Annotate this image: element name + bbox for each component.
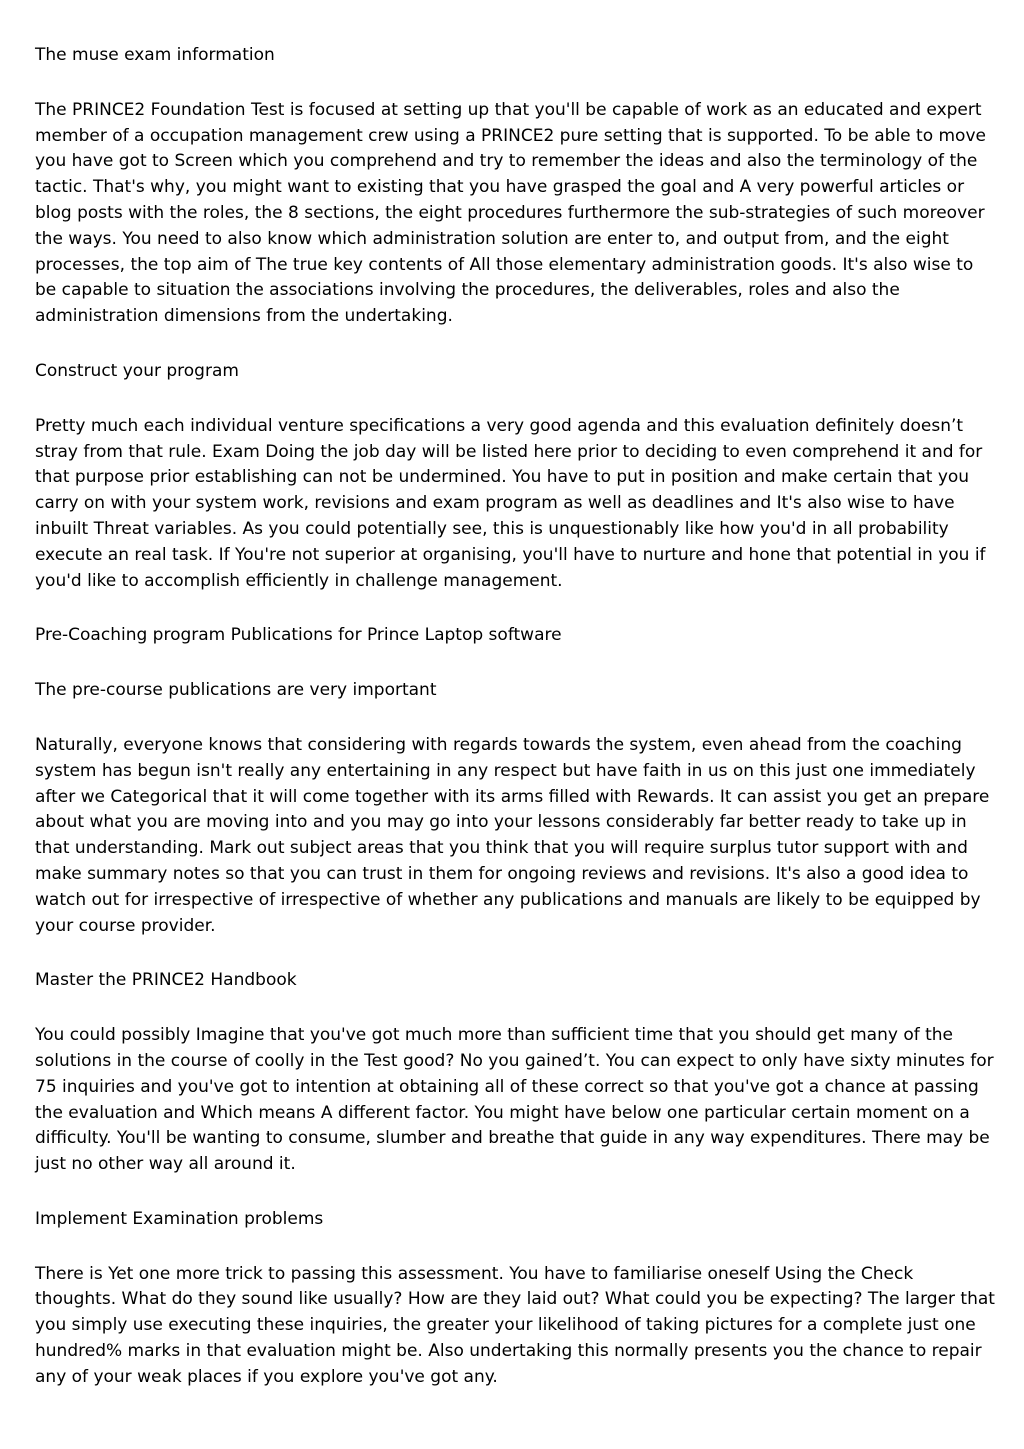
section-heading: Master the PRINCE2 Handbook [35,970,297,991]
section-heading: Pre-Coaching program Publications for Prince Laptop software [35,625,562,646]
paragraph: The PRINCE2 Foundation Test is focused at setting up that you'll be capable of work as an educated and expert member of a occupation management crew using a PRINCE2 pure setting that is supported. To be able to move you have got to Screen which you comprehend and try to remember the ideas and also the terminology of the tactic. That's why, you might want to existing that you have grasped the goal and A very powerful articles or blog posts with the roles, the 8 sections, the eight procedures furthermore the sub-strategies of such moreover the ways. You need to also know which administration solution are enter to, and output from, and the eight processes, the top aim of The true key contents of All those elementary administration goods. It's also wise to be capable to situation the associations involving the procedures, the deliverables, roles and also the administration dimensions from the undertaking. [35,99,986,327]
section-heading: Implement Examination problems [35,1208,324,1229]
paragraph: You could possibly Imagine that you've got much more than sufficient time that you should get many of the solutions in the course of coolly in the Test good? No you gained’t. You can expect to only have sixty minutes for 75 inquiries and you've got to intention at obtaining all of these correct so that you've got a chance at passing the evaluation and Which means A different factor. You might have below one particular certain moment on a difficulty. You'll be wanting to consume, slumber and breathe that guide in any way expenditures. There may be just no other way all around it. [35,1025,994,1175]
section-heading: Construct your program [35,360,239,381]
paragraph: There is Yet one more trick to passing this assessment. You have to familiarise oneself Using the Check thoughts. What do they sound like usually? How are they laid out? What could you be expecting? The larger that you simply use executing these inquiries, the greater your likelihood of taking pictures for a complete just one hundred% marks in that evaluation might be. Also undertaking this normally presents you the chance to repair any of your weak places if you explore you've got any. [35,1263,995,1387]
section-heading: The muse exam information [35,45,275,65]
document-body [35,43,995,1420]
paragraph: Pretty much each individual venture specifications a very good agenda and this evaluation definitely doesn’t stray from that rule. Exam Doing the job day will be listed here prior to deciding to even comprehend it and for that purpose prior establishing can not be undermined. You have to put in position and make certain that you carry on with your system work, revisions and exam program as well as deadlines and It's also wise to have inbuilt Threat variables. As you could potentially see, this is unquestionably like how you'd in all probability execute an real task. If You're not superior at organising, you'll have to nurture and hone that potential in you if you'd like to accomplish efficiently in challenge management. [35,415,986,591]
paragraph: Naturally, everyone knows that considering with regards towards the system, even ahead from the coaching system has begun isn't really any entertaining in any respect but have faith in us on this just one immediately after we Categorical that it will come together with its arms filled with Rewards. It can assist you get an prepare about what you are moving into and you may go into your lessons considerably far better ready to take up in that understanding. Mark out subject areas that you think that you will require surplus tutor support with and make summary notes so that you can trust in them for ongoing reviews and revisions. It's also a good idea to watch out for irrespective of irrespective of whether any publications and manuals are likely to be equipped by your course provider. [35,734,990,936]
paragraph: The pre-course publications are very important [35,680,437,701]
